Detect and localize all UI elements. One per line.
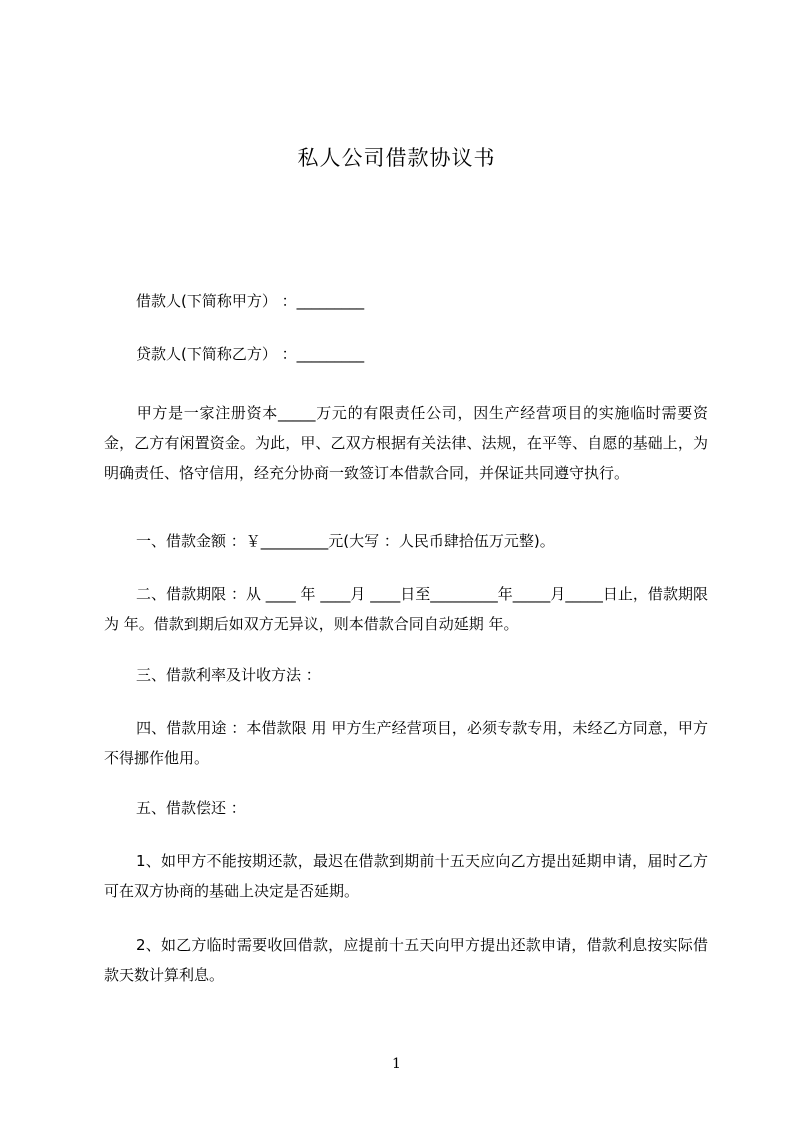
clause-repayment-item-1-text: 1、如甲方不能按期还款，最迟在借款到期前十五天应向乙方提出延期申请，届时乙方可在双方协商的基础上决定是否延期。: [104, 852, 708, 900]
clause-loan-term-text: 二、借款期限 ：从 ____ 年 ____月 ____日至_________年_____月_____日止，借款期限为 年。借款到期后如双方无异议，则本借款合同自动延期 年。: [104, 585, 708, 633]
clause-repayment: 五、借款偿还 ：: [136, 799, 246, 817]
clause-loan-term: [104, 579, 708, 639]
clause-repayment-item-1: [104, 846, 708, 906]
clause-interest-rate: 三、借款利率及计收方法 ：: [136, 666, 321, 684]
page-number: 1: [392, 1056, 401, 1072]
clause-loan-amount: 一、借款金额 ：￥_________元(大写 ：人民币肆拾伍万元整)。: [136, 532, 555, 550]
clause-loan-purpose-text: 四、借款用途 ：本借款限 用 甲方生产经营项目，必须专款专用，未经乙方同意，甲方不得挪作他用。: [104, 719, 708, 767]
clause-repayment-item-2-text: 2、如乙方临时需要收回借款，应提前十五天向甲方提出还款申请，借款利息按实际借款天数计算利息。: [104, 936, 708, 984]
intro-paragraph: [104, 398, 708, 488]
borrower-line: 借款人(下简称甲方） ：_________: [136, 292, 365, 310]
document-title: 私人公司借款协议书: [297, 146, 496, 170]
clause-loan-purpose: [104, 713, 708, 773]
intro-text: 甲方是一家注册资本_____万元的有限责任公司，因生产经营项目的实施临时需要资金，乙方有闲置资金。为此，甲、乙双方根据有关法律、法规，在平等、自愿的基础上，为明确责任、恪守信用，经充分协商一致签订本借款合同，并保证共同遵守执行。: [104, 404, 708, 482]
lender-line: 贷款人(下简称乙方） ：_________: [136, 345, 365, 363]
clause-repayment-item-2: [104, 930, 708, 990]
